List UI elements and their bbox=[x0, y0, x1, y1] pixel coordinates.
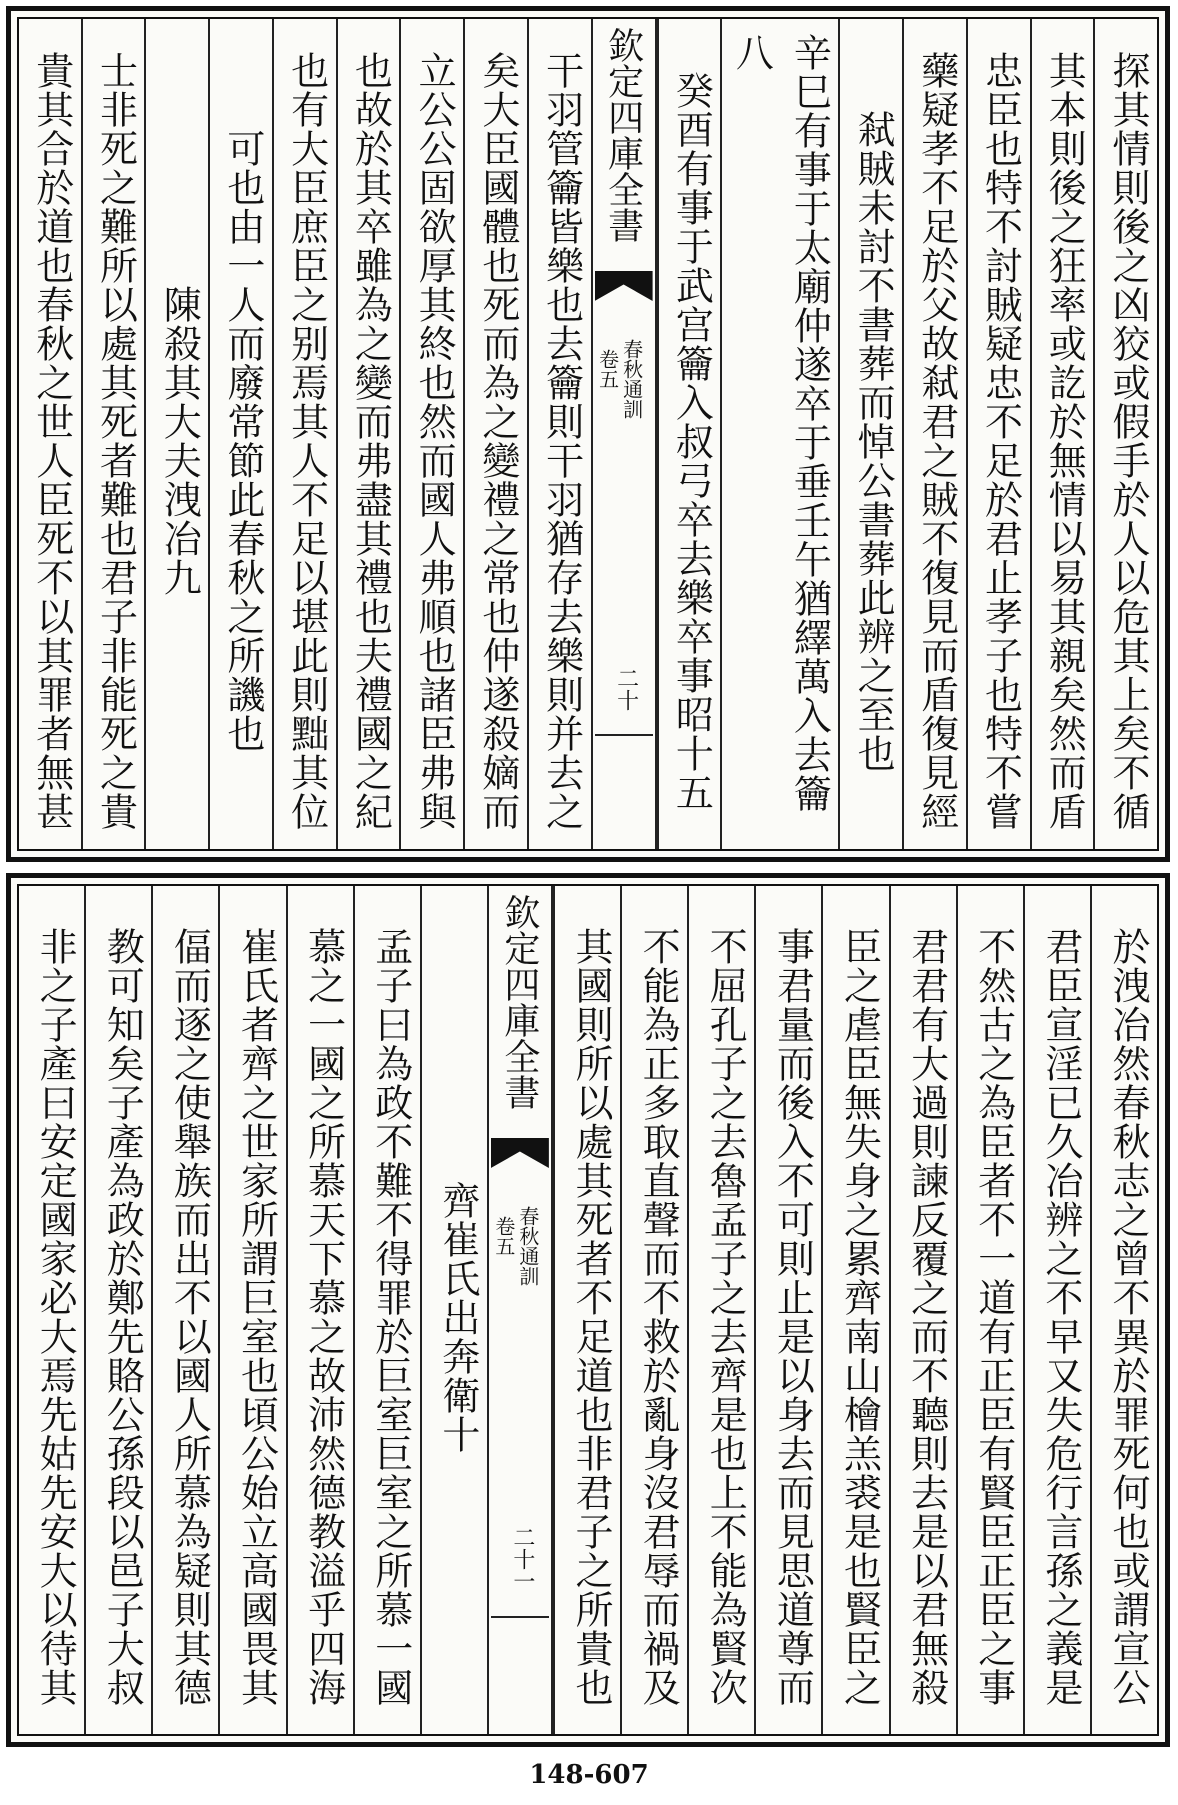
text-column: 不屈孔子之去魯孟子之去齊是也上不能為賢次 bbox=[687, 886, 754, 1734]
text-column: 士非死之難所以處其死者難也君子非能死之貴 bbox=[81, 19, 145, 849]
text-column: 探其情則後之凶狡或假手於人以危其上矣不循 bbox=[1093, 19, 1157, 849]
center-fold bbox=[591, 19, 657, 849]
text-column: 教可知矣子產為政於鄭先賂公孫段以邑子大叔 bbox=[84, 886, 151, 1734]
text-column: 齊崔氏出奔衛十 bbox=[420, 886, 487, 1734]
text-column: 癸酉有事于武宫籥入叔弓卒去樂卒事昭十五 bbox=[657, 19, 721, 849]
text-column: 事君量而後入不可則止是以身去而見思道尊而 bbox=[754, 886, 821, 1734]
page-number: 二十一 bbox=[509, 1526, 535, 1592]
text-column: 貴其合於道也春秋之世人臣死不以其罪者無甚 bbox=[29, 51, 74, 831]
text-column: 弒賊未討不書葬而悼公書葬此辨之至也 bbox=[838, 19, 902, 849]
text-column: 臣之虐臣無失身之累齊南山檜羔裘是也賢臣之 bbox=[821, 886, 888, 1734]
volume-label: 卷五 bbox=[595, 349, 620, 389]
text-column: 不然古之為臣者不一道有正臣有賢臣正臣之事 bbox=[956, 886, 1023, 1734]
text-column: 偪而逐之使舉族而出不以國人所慕為疑則其德 bbox=[151, 886, 218, 1734]
text-column: 陳殺其大夫洩冶九 bbox=[144, 19, 208, 849]
book-subtitle: 春秋通訓 bbox=[515, 1206, 540, 1286]
text-column: 不能為正多取直聲而不救於亂身沒君辱而禍及 bbox=[620, 886, 687, 1734]
text-column: 忠臣也特不討賊疑忠不足於君止孝子也特不嘗 bbox=[966, 19, 1030, 849]
text-column: 辛巳有事于太廟仲遂卒于垂壬午猶繹萬入去籥八 bbox=[720, 19, 838, 849]
page-number: 二十 bbox=[613, 667, 639, 711]
text-column: 君君有大過則諫反覆之而不聽則去是以君無殺 bbox=[889, 886, 956, 1734]
center-fold bbox=[487, 886, 553, 1734]
text-column: 孟子曰為政不難不得罪於巨室巨室之所慕一國 bbox=[353, 886, 420, 1734]
text-column: 可也由一人而廢常節此春秋之所譏也 bbox=[208, 19, 272, 849]
top-page bbox=[6, 6, 1170, 862]
text-column: 君臣宣淫已久冶辨之不早又失危行言孫之義是 bbox=[1023, 886, 1090, 1734]
top-page-frame bbox=[17, 17, 1159, 851]
text-column: 於洩冶然春秋志之曾不異於罪死何也或謂宣公 bbox=[1090, 886, 1157, 1734]
text-column: 非之子產曰安定國家必大焉先姑先安大以待其 bbox=[33, 927, 78, 1707]
text-column: 崔氏者齊之世家所謂巨室也頃公始立高國畏其 bbox=[218, 886, 285, 1734]
volume-label: 卷五 bbox=[491, 1216, 516, 1256]
book-title: 欽定四庫全書 bbox=[602, 27, 644, 243]
bottom-page-frame bbox=[17, 884, 1159, 1736]
divider-line bbox=[595, 734, 653, 736]
divider-line bbox=[491, 1616, 549, 1618]
fish-tail-mark bbox=[491, 1138, 549, 1168]
text-column: 藥疑孝不足於父故弒君之賊不復見而盾復見經 bbox=[902, 19, 966, 849]
fish-tail-mark bbox=[595, 271, 653, 301]
text-column: 其本則後之狂率或訖於無情以易其親矣然而盾 bbox=[1030, 19, 1094, 849]
book-subtitle: 春秋通訓 bbox=[619, 339, 644, 419]
text-column: 矣大臣國體也死而為之變禮之常也仲遂殺嫡而 bbox=[463, 19, 527, 849]
bottom-page bbox=[6, 873, 1170, 1747]
text-column: 其國則所以處其死者不足道也非君子之所貴也 bbox=[553, 886, 620, 1734]
text-column: 也故於其卒雖為之變而弗盡其禮也夫禮國之紀 bbox=[336, 19, 400, 849]
text-column: 也有大臣庶臣之别焉其人不足以堪此則黜其位 bbox=[272, 19, 336, 849]
book-title: 欽定四庫全書 bbox=[498, 894, 540, 1110]
text-column: 立公公固欲厚其終也然而國人弗順也諸臣弗與 bbox=[399, 19, 463, 849]
text-column: 慕之一國之所慕天下慕之故沛然德教溢乎四海 bbox=[286, 886, 353, 1734]
page-footer-number: 148-607 bbox=[529, 1760, 649, 1790]
text-column: 干羽管籥皆樂也去籥則干羽猶存去樂則并去之 bbox=[527, 19, 591, 849]
